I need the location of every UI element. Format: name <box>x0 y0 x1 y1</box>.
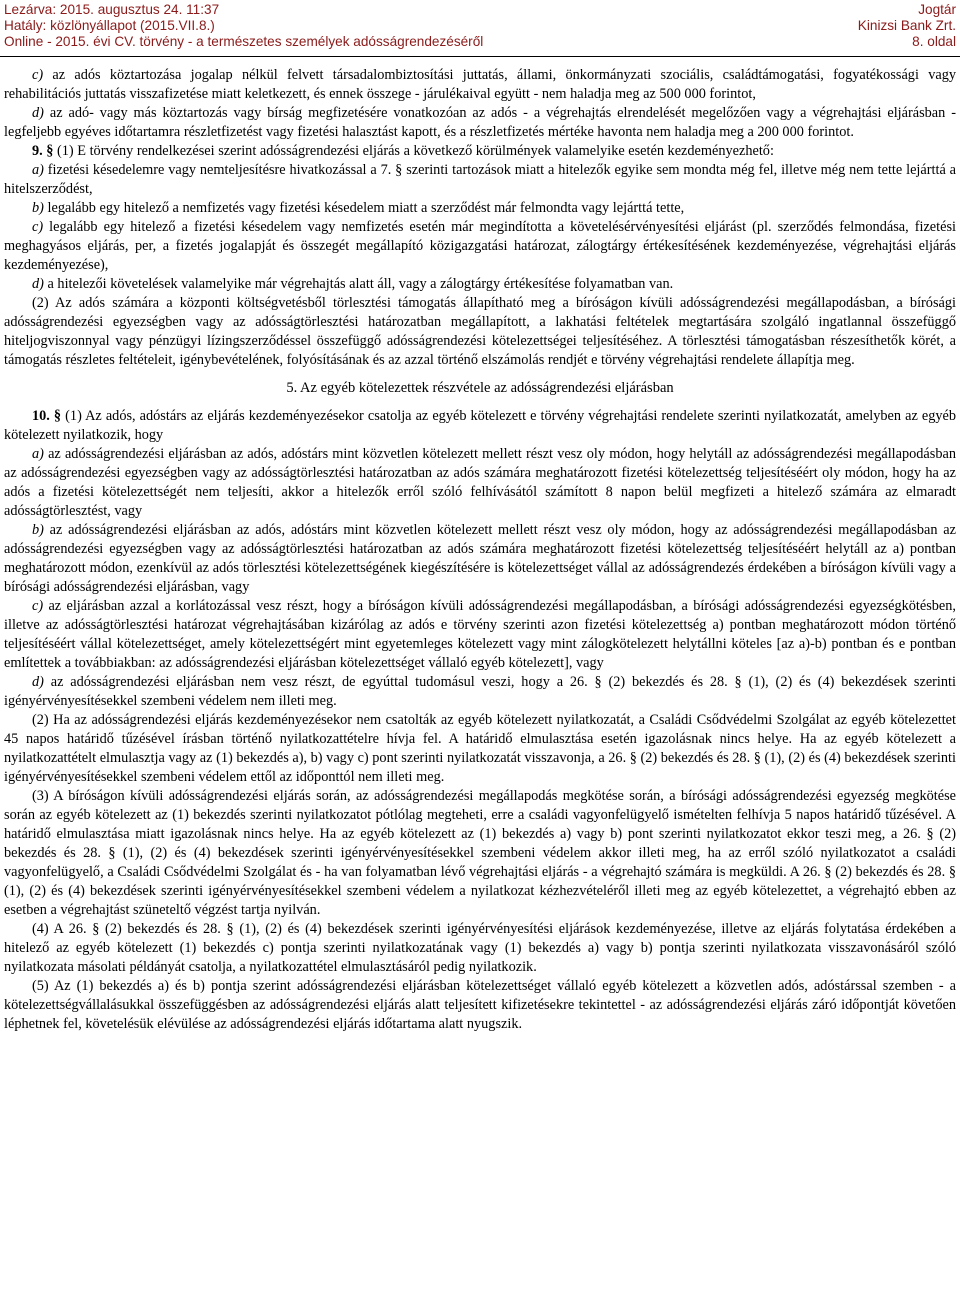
section-number: 10. § <box>32 408 62 424</box>
paragraph <box>4 407 956 445</box>
paragraph-text: (2) Ha az adósságrendezési eljárás kezdeményezésekor nem csatolták az egyéb kötelezett nyilatkozatát, a Családi Csődvédelmi Szolgálat az egyéb kötelezettet 45 napos határidő tűzésével írásban történő nyilatkozattételre hívja fel. A határidő elmulasztása esetén igazolásnak nincs helye. Ha az egyéb kötelezett a nyilatkozattételt elmulasztja vagy az (1) bekezdés a), b) vagy c) pont szerinti nyilatkozatát visszavonja, a 26. § (2) bekezdés és 28. § (1), (2) és (4) bekezdések szerinti igényérvényesítésekkel szembeni védelem ettől az időponttól nem illeti meg. <box>4 712 956 785</box>
paragraph <box>4 597 956 673</box>
paragraph-text: az adó- vagy más köztartozás vagy bírság megfizetésére vonatkozóan az adós - a végrehajtás elrendelését megelőzően vagy a végrehajtási eljárásban - legfeljebb egyéves időtartamra részletfizetést vagy fizetési halasztást kapott, és a részletfizetés mértéke havonta nem haladja meg a 200 000 forintot. <box>4 105 956 140</box>
paragraph-text: (3) A bíróságon kívüli adósságrendezési eljárás során, az adósságrendezési megállapodás megkötése során, a bírósági adósságrendezési egyezség megkötése során az egyéb kötelezett az (1) bekezdés szerinti nyilatkozatot pótlólag megteheti, erre a családi vagyonfelügyelő ismételten felhívja 5 napos határidő tűzésével. A határidő elmulasztása miatt igazolásnak nincs helye. Ha az egyéb kötelezett az (1) bekezdés a) vagy b) pont szerinti nyilatkozatot ekkor teszi meg, a 26. § (2) bekezdés és 28. § (1), (2) és (4) bekezdések szerinti igényérvényesítésekkel szembeni védelem akkor illeti meg, ha az erről szóló nyilatkozatot a családi vagyonfelügyelő, a Családi Csődvédelmi Szolgálat és - ha van folyamatban lévő végrehajtási eljárás - a végrehajtó számára is megküldi. A 26. § (2) bekezdés és 28. § (1), (2) és (4) bekezdések szerinti igényérvényesítésekkel szembeni védelem a nyilatkozat kézhezvételéről illeti meg az egyéb kötelezettet, a végrehajtó ebben az esetben a végrehajtást szüneteltő végzést tartja nyilván. <box>4 788 956 918</box>
paragraph <box>4 294 956 370</box>
paragraph <box>4 445 956 521</box>
header-left <box>4 2 483 50</box>
paragraph-text: a hitelezői követelések valamelyike már végrehajtás alatt áll, vagy a zálogtárgy értékesítése folyamatban van. <box>43 276 674 292</box>
paragraph <box>4 521 956 597</box>
paragraph-point-label: b) <box>32 522 44 538</box>
paragraph <box>4 66 956 104</box>
section-heading: 5. Az egyéb kötelezettek részvétele az adósságrendezési eljárásban <box>286 380 674 396</box>
paragraph-text: (2) Az adós számára a központi költségvetésből törlesztési támogatás állapítható meg a bíróságon kívüli adósságrendezési megállapodásban, a bírósági adósságrendezési egyezségben vagy az adósságtörlesztési határozatban megállapított, a lakhatási feltételek megtartására szolgáló ingatlannal összefüggő hiteljogviszonnyal vagy pénzügyi lízingszerződéssel összefüggő adósságrendezési kötelezettségei teljesítéséhez. A törlesztési támogatásban részesíthetők körét, a támogatás részletes feltételeit, igénybevételének, folyósításának és az azzal történő elszámolás rendjét e törvény végrehajtási rendelete állapítja meg. <box>4 295 956 368</box>
paragraph-text: (4) A 26. § (2) bekezdés és 28. § (1), (2) és (4) bekezdések szerinti igényérvényesítési eljárások kezdeményezése, illetve az eljárás folytatása érdekében a hitelező az egyéb kötelezett (1) bekezdés c) pontja szerinti nyilatkozatának vagy (1) bekezdés a) vagy b) pontja szerinti nyilatkozata visszavonásáról szóló nyilatkozata másolati példányát csatolja, a nyilatkozattétel elmulasztásáról pedig nyilatkozik. <box>4 921 956 975</box>
document-header <box>0 0 960 57</box>
paragraph-text: az adósságrendezési eljárásban az adós, adóstárs mint közvetlen kötelezett mellett részt vesz oly módon, hogy helytáll az adósságrendezési megállapodásban az adósságrendezési egyezségben vagy az adósságtörlesztési határozatban az adós számára meghatározott fizetési kötelezettség teljesítéséért oly módon, hogy ha az adós a fizetési kötelezettségét nem teljesíti, akkor a hitelezők erről szóló felhívásától számított 8 napon belül megfizeti a hitelező számára az elmaradt adósságtörlesztést, vagy <box>4 446 956 519</box>
paragraph-point-label: c) <box>32 598 44 614</box>
paragraph-point-label: d) <box>32 674 44 690</box>
paragraph <box>4 142 956 161</box>
paragraph <box>4 673 956 711</box>
header-document-title: Online - 2015. évi CV. törvény - a természetes személyek adósságrendezéséről <box>4 34 484 49</box>
header-effective-state: Hatály: közlönyállapot (2015.VII.8.) <box>4 18 215 33</box>
paragraph <box>4 787 956 920</box>
paragraph <box>4 275 956 294</box>
paragraph <box>4 218 956 275</box>
paragraph-point-label: d) <box>32 105 44 121</box>
header-right <box>858 2 956 50</box>
paragraph <box>4 977 956 1034</box>
header-closed-date: Lezárva: 2015. augusztus 24. 11:37 <box>4 2 220 17</box>
paragraph-text: legalább egy hitelező a nemfizetés vagy fizetési késedelem miatt a szerződést már felmondta vagy lejárttá tette, <box>43 200 685 216</box>
paragraph-text: (1) Az adós, adóstárs az eljárás kezdeményezésekor csatolja az egyéb kötelezett e törvény végrehajtási rendelete szerinti nyilatkozatát, amelyben az egyéb kötelezett nyilatkozik, hogy <box>4 408 957 443</box>
paragraph-text: az adósságrendezési eljárásban nem vesz részt, de egyúttal tudomásul veszi, hogy a 26. § (2) bekezdés és 28. § (1), (2) és (4) bekezdések szerinti igényérvényesítésekkel szembeni védelem nem illeti meg. <box>4 674 956 709</box>
document-body <box>4 66 956 1034</box>
paragraph-text: az adósságrendezési eljárásban az adós, adóstárs mint közvetlen kötelezett mellett részt vesz oly módon, hogy az adósságrendezési megállapodásban az adósságrendezési egyezségben vagy az adósságtörlesztési határozatban az adós számára meghatározott fizetési kötelezettség teljesítéséért helytáll az a) pontban meghatározott módon, ezenkívül az adós törlesztési kötelezettségének kiegészítésére is kötelezettséget vállal az adósságrendezés érdekében a bíróságon kívüli vagy a bírósági adósságrendezési eljárásban, vagy <box>4 522 956 595</box>
paragraph-point-label: c) <box>32 219 44 235</box>
paragraph-text: fizetési késedelemre vagy nemteljesítésre hivatkozással a 7. § szerinti tartozások miatt a hitelezők egyike sem mondta még fel, illetve még nem tette lejárttá a hitelszerződést, <box>4 162 956 197</box>
header-page-number: 8. oldal <box>912 34 956 49</box>
paragraph-text: az eljárásban azzal a korlátozással vesz részt, hogy a bíróságon kívüli adósságrendezési megállapodásban, a bírósági adósságrendezési egyezségkötésben, illetve az adósságtörlesztési határozat végrehajtásában kizárólag az adós e törvény szerinti azon fizetési kötelezettség a) pontban meghatározott módon történő teljesítéséért vállal kötelezettséget, amely kötelezettségért mint egyetemleges kötelezett vagy mint zálogkötelezett helytállni köteles [az a)-b) pontban és e pontban említettek a továbbiakban: az adósságrendezési eljárásban kötelezettséget vállaló egyéb kötelezett], vagy <box>4 598 956 671</box>
paragraph <box>4 104 956 142</box>
paragraph <box>4 161 956 199</box>
paragraph-text: az adós köztartozása jogalap nélkül felvett társadalombiztosítási juttatás, állami, önkormányzati szociális, családtámogatási, fogyatékossági vagy rehabilitációs juttatás visszafizetése miatt keletkezett, és ennek összege - járulékaival együtt - nem haladja meg az 500 000 forintot, <box>4 67 956 102</box>
paragraph-point-label: d) <box>32 276 44 292</box>
header-brand: Jogtár <box>918 2 956 17</box>
paragraph-text: legalább egy hitelező a fizetési késedelem vagy nemfizetés esetén már megindította a követelésérvényesítési eljárást (pl. szerződés felmondása, fizetési meghagyásos eljárás, per, a fizetés jogalapját és összegét megállapító közigazgatási határozat, zálogtárgy értékesítésének kezdeményezése, végrehajtási eljárás kezdeményezése), <box>4 219 956 273</box>
paragraph-text: (1) E törvény rendelkezései szerint adósságrendezési eljárás a következő körülmények valamelyike esetén kezdeményezhető: <box>53 143 774 159</box>
paragraph <box>4 199 956 218</box>
paragraph <box>4 920 956 977</box>
paragraph-point-label: a) <box>32 446 44 462</box>
paragraph-text: (5) Az (1) bekezdés a) és b) pontja szerint adósságrendezési eljárásban kötelezettséget vállaló egyéb kötelezett a közvetlen adós, adóstárssal szemben - a kötelezettségvállalásukkal összefüggésben az adósságrendezési eljárás alatt teljesített kifizetésekre tekintettel - az adósságrendezési eljárás záró időpontját követően léphetnek fel, követelésük elévülése az adósságrendezési eljárás időtartama alatt nyugszik. <box>4 978 956 1032</box>
section-number: 9. § <box>32 143 54 159</box>
header-licensee: Kinizsi Bank Zrt. <box>857 18 956 33</box>
paragraph-point-label: a) <box>32 162 44 178</box>
paragraph-point-label: c) <box>32 67 44 83</box>
paragraph-point-label: b) <box>32 200 44 216</box>
paragraph <box>4 711 956 787</box>
